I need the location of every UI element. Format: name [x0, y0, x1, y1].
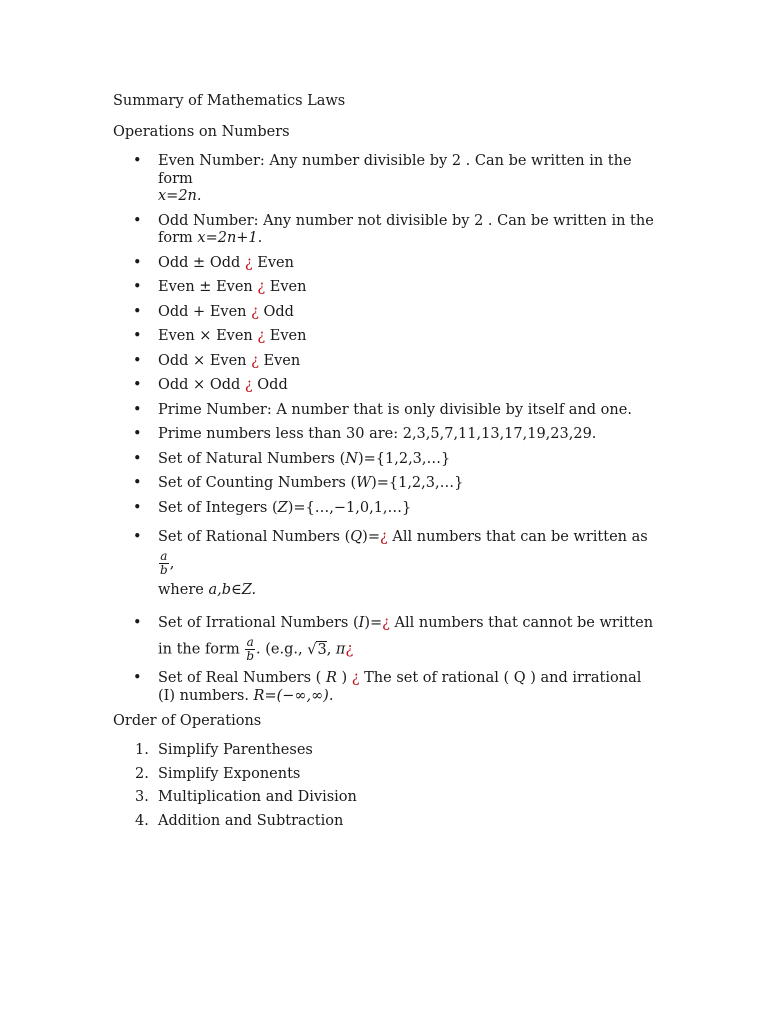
list-item: 1. Simplify Parentheses: [135, 742, 313, 758]
bullet-icon: •: [133, 426, 142, 442]
list-item-primes-under-30: • Prime numbers less than 30 are: 2,3,5,7,11,13,17,19,23,29.: [133, 426, 597, 442]
bullet-icon: •: [133, 377, 142, 393]
set-value: {…,−1,0,1,…}: [305, 499, 412, 516]
list-number: 4.: [135, 812, 149, 829]
set-symbol: Q: [350, 529, 363, 545]
unknown-glyph: ¿: [251, 303, 259, 320]
list-item: 2. Simplify Exponents: [135, 765, 301, 782]
list-item-rule: • Odd × Even ¿ Even: [133, 352, 301, 369]
list-item-irrational-numbers: • Set of Irrational Numbers (I)=¿ All numbers that cannot be written in the form $\frac{a}{b}$ . (e.g., √3, π¿: [113, 610, 658, 663]
bullet-icon: •: [133, 153, 142, 169]
bullet-icon: •: [133, 328, 142, 344]
formula: a,b∈Z.: [208, 582, 257, 598]
unknown-glyph: ¿: [251, 352, 259, 369]
list-item-counting-numbers: • Set of Counting Numbers (W)={1,2,3,…}: [133, 475, 464, 491]
set-symbol: N: [345, 450, 358, 467]
fraction: $\frac{a}{b}$: [246, 635, 255, 663]
list-number: 2.: [135, 765, 149, 782]
bullet-icon: •: [133, 254, 142, 271]
bullet-icon: •: [133, 279, 142, 295]
document-title: Summary of Mathematics Laws: [113, 93, 346, 109]
list-item-rule: • Odd × Odd ¿ Odd: [133, 377, 288, 393]
unknown-glyph: ¿: [244, 377, 253, 393]
unknown-glyph: ¿: [257, 279, 266, 295]
list-item: 4. Addition and Subtraction: [135, 812, 344, 829]
bullet-icon: •: [133, 670, 142, 686]
formula: x=2n+1.: [197, 230, 263, 246]
list-item-prime-number: • Prime Number: A number that is only divisible by itself and one.: [133, 401, 632, 418]
square-root: √3: [307, 641, 327, 658]
bullet-icon: •: [133, 529, 142, 545]
set-symbol: R: [325, 670, 337, 686]
list-item-rule: • Even ± Even ¿ Even: [133, 279, 307, 295]
list-number: 3.: [135, 789, 149, 805]
unknown-glyph: ¿: [379, 529, 388, 545]
unknown-glyph: ¿: [244, 254, 253, 271]
bullet-icon: •: [133, 450, 142, 467]
bullet-icon: •: [133, 352, 142, 369]
list-item-even-number: • Even Number: Any number divisible by 2 . Can be written in the form x=2n.: [133, 153, 632, 204]
formula: 2,3,5,7,11,13,17,19,23,29.: [402, 426, 597, 442]
section-heading-operations: Operations on Numbers: [113, 124, 290, 140]
pi-symbol: π: [335, 641, 346, 658]
bullet-icon: •: [133, 212, 142, 229]
unknown-glyph: ¿: [257, 328, 266, 344]
list-item-natural-numbers: • Set of Natural Numbers (N)={1,2,3,…}: [133, 450, 451, 467]
list-item-odd-number: • Odd Number: Any number not divisible by 2 . Can be written in the form x=2n+1.: [133, 212, 654, 246]
fraction: $\frac{a}{b}$: [160, 549, 168, 577]
section-heading-order: Order of Operations: [113, 713, 262, 729]
unknown-glyph: ¿: [351, 670, 360, 686]
document-page: [113, 92, 658, 836]
list-item-integers: • Set of Integers (Z)={…,−1,0,1,…}: [133, 499, 412, 516]
set-symbol: I: [358, 615, 365, 631]
formula: R=(−∞,∞).: [253, 687, 334, 704]
set-symbol: W: [356, 475, 372, 491]
list-item-real-numbers: • Set of Real Numbers ( R ) ¿ The set of rational ( Q ) and irrational (I) numbers. R=(−∞,∞).: [133, 670, 642, 704]
list-number: 1.: [135, 742, 149, 758]
unknown-glyph: ¿: [382, 615, 390, 631]
formula: x=2n.: [158, 188, 202, 204]
list-item-rational-numbers: • Set of Rational Numbers (Q)=¿ All numbers that can be written as $\frac{a}{b}$ , where a,b∈Z.: [113, 524, 658, 603]
bullet-icon: •: [133, 401, 142, 418]
bullet-icon: •: [133, 615, 142, 631]
set-symbol: Z: [277, 499, 288, 516]
bullet-icon: •: [133, 303, 142, 320]
order-of-operations-list: [113, 742, 658, 830]
set-value: {1,2,3,…}: [388, 475, 464, 491]
unknown-glyph: ¿: [345, 641, 354, 658]
list-item-rule: • Odd ± Odd ¿ Even: [133, 254, 294, 271]
list-item-rule: • Odd + Even ¿ Odd: [133, 303, 294, 320]
operations-list: [113, 153, 658, 705]
list-item-rule: • Even × Even ¿ Even: [133, 328, 307, 344]
bullet-icon: •: [133, 499, 142, 516]
bullet-icon: •: [133, 475, 142, 491]
set-value: {1,2,3,…}: [375, 450, 451, 467]
list-item: 3. Multiplication and Division: [135, 789, 357, 805]
